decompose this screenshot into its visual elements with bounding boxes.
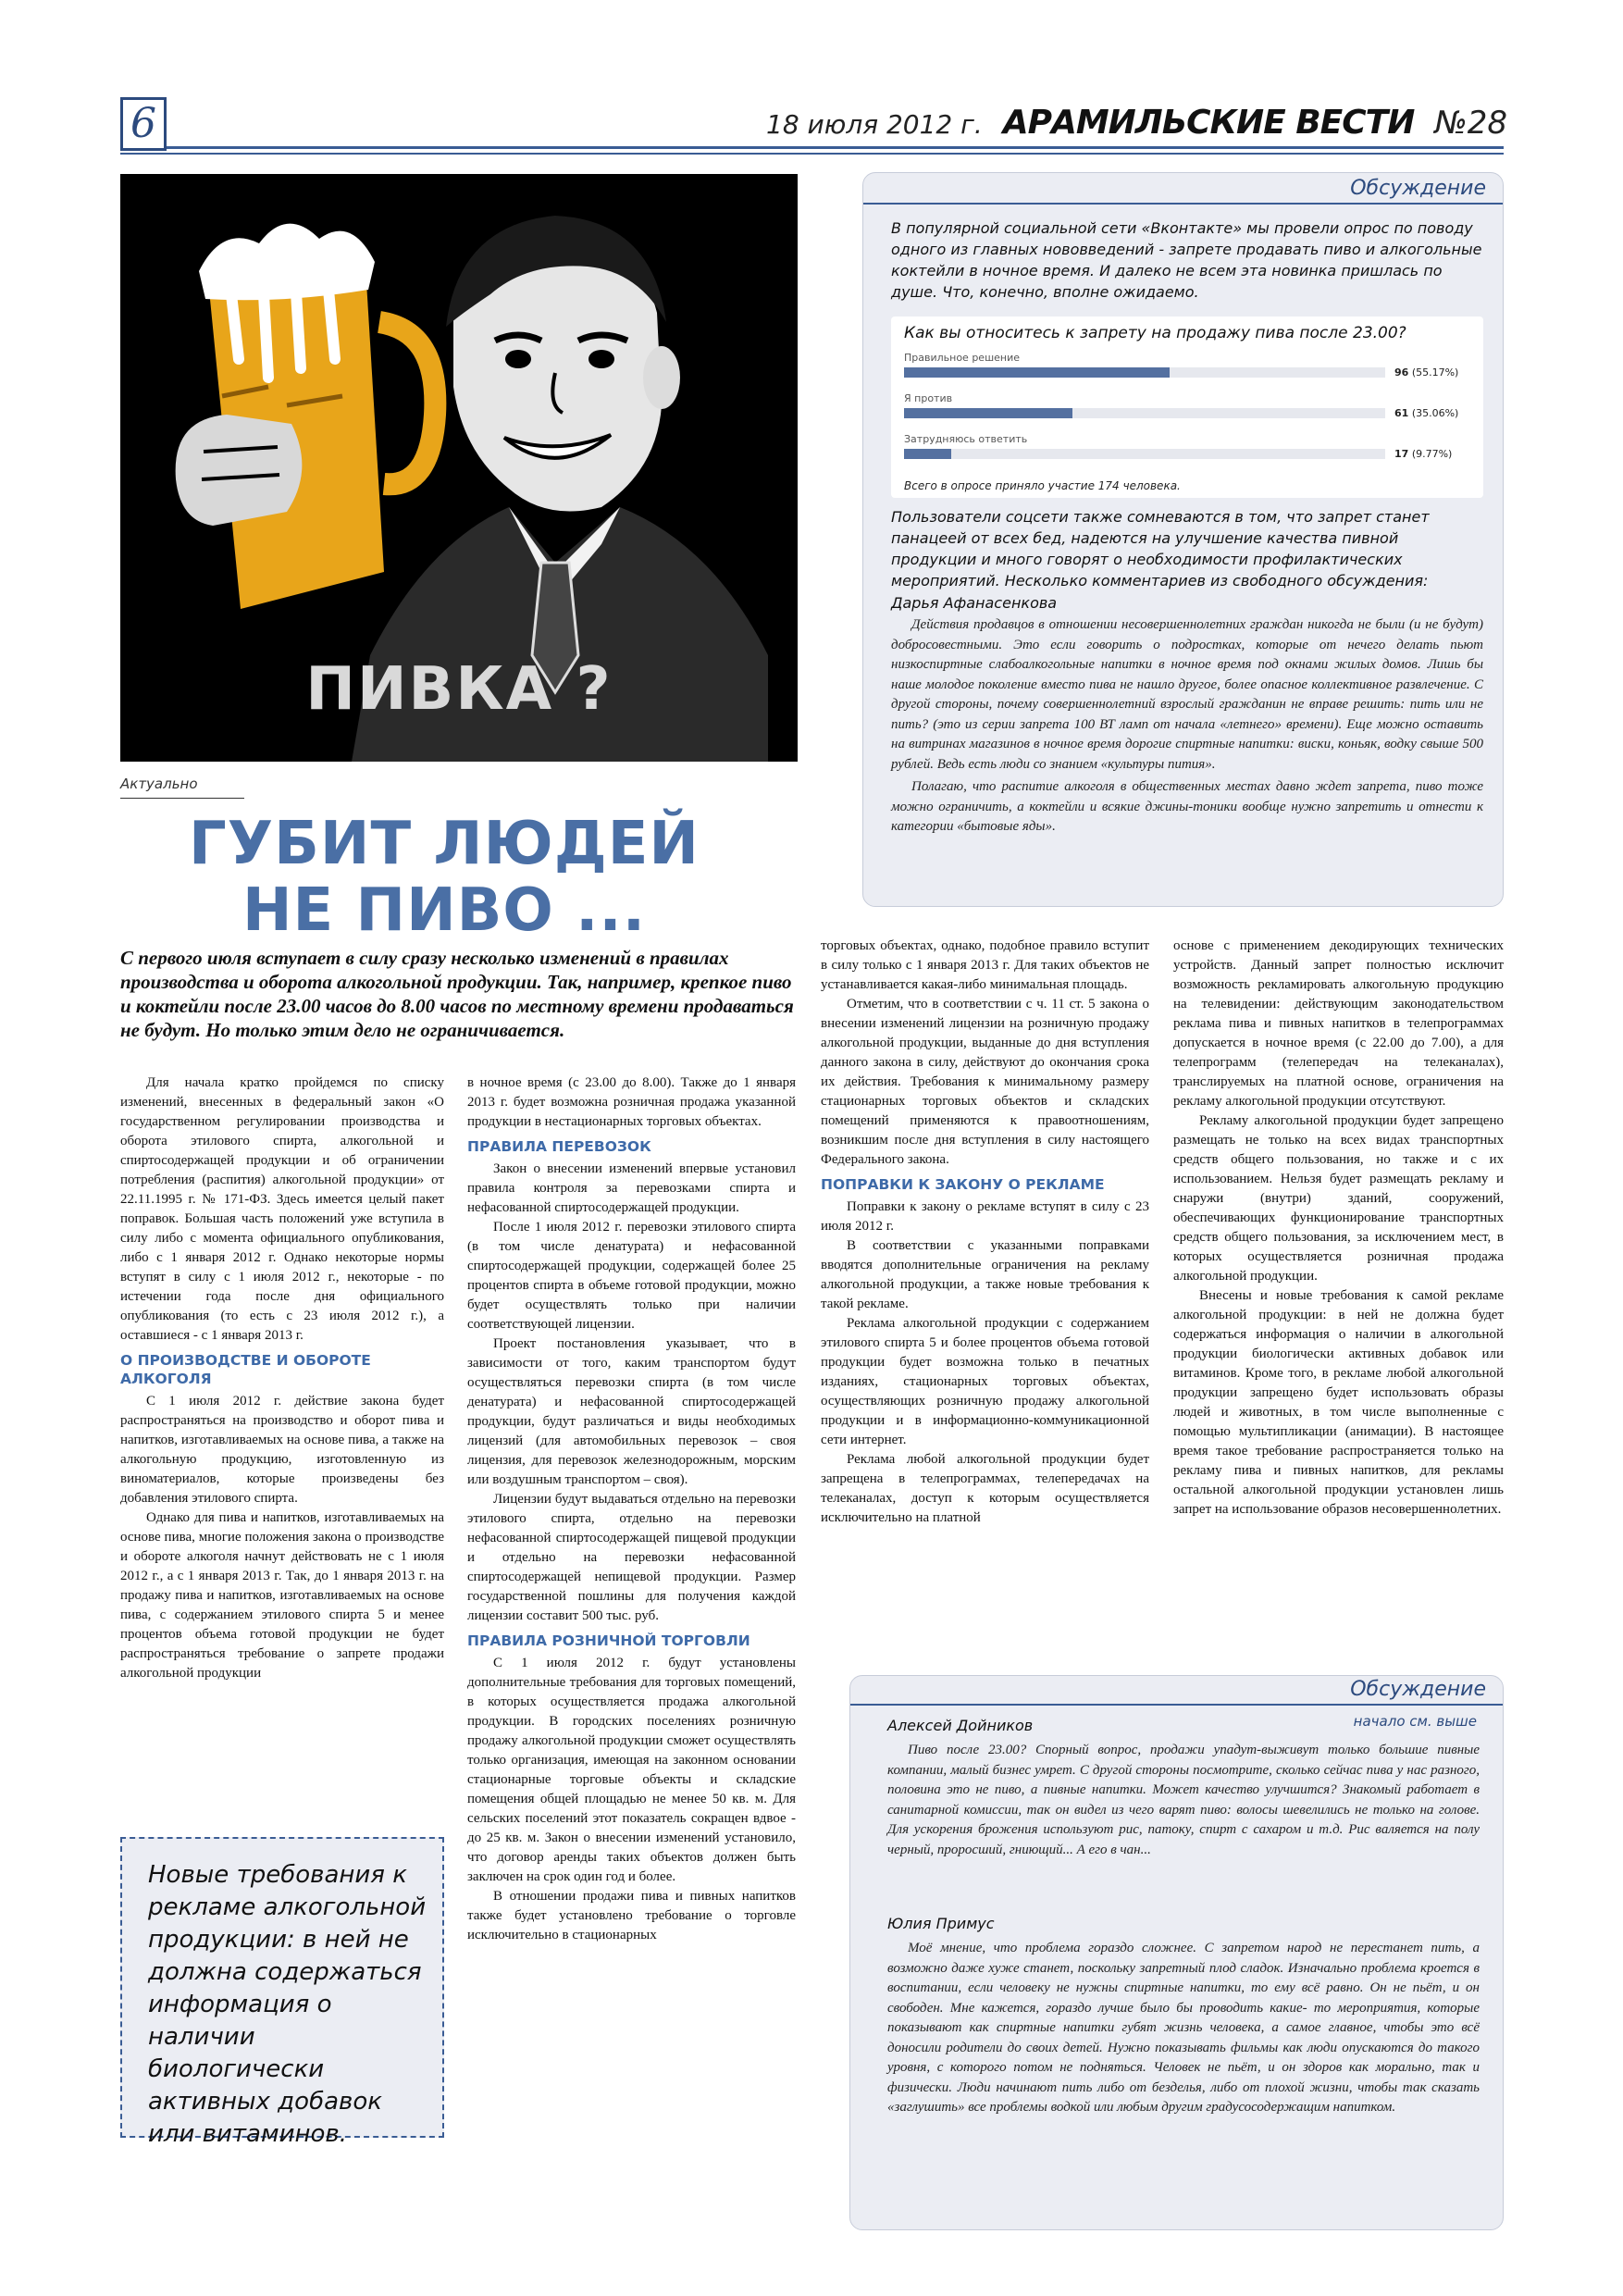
continued-note: начало см. выше xyxy=(1353,1713,1477,1730)
article-lead: С первого июля вступает в силу сразу несколько изменений в правилах производства и оборота алкогольной продукции. Так, например, крепкое пиво и коктейли после 23.00 часов до 8.00 часов по местному времени продаваться не будут. Но только этим дело не ограничивается. xyxy=(120,947,794,1041)
headline-line: ГУБИТ ЛЮДЕЙ xyxy=(189,810,700,878)
comment-paragraph: Полагаю, что распитие алкоголя в общественных местах давно ждет запрета, пиво тоже можно ограничить, а коктейли и всякие джины-тоники вообще нужно запретить и отнести к категории «бытовые яды». xyxy=(891,779,1483,834)
header-rule-thin xyxy=(120,153,1504,155)
poll-percent: (35.06%) xyxy=(1411,407,1459,419)
poll-count: 17 xyxy=(1394,448,1409,460)
headline-line: НЕ ПИВО ... xyxy=(242,876,647,945)
poll-bar-track xyxy=(904,449,1385,459)
comment-text xyxy=(887,1741,1480,1860)
paragraph: Внесены и новые требования к самой рекламе алкогольной продукции: в ней не должна будет содержаться информация о наличии в алкогольной продукции биологически активных добавок или витаминов. Кроме того, в рекламе любой алкогольной продукции запрещено будет использовать образы людей и животных, в том числе выполненные с помощью мультипликации (анимации). В настоящее время такое требование распространяется только на рекламу пива и пивных напитков, для рекламы остальной алкогольной продукции установлен лишь запрет на использование образов несовершеннолетних. xyxy=(1173,1288,1504,1517)
comment-author: Алексей Дойников xyxy=(887,1717,1034,1734)
paragraph: Поправки к закону о рекламе вступят в силу с 23 июля 2012 г. xyxy=(821,1199,1149,1234)
article-column-1 xyxy=(120,1074,444,1683)
pull-quote-box xyxy=(120,1837,444,2148)
comment-author: Юлия Примус xyxy=(887,1915,995,1932)
poll-widget xyxy=(891,316,1483,498)
discussion-rule xyxy=(850,1704,1503,1706)
article-headline xyxy=(148,811,740,944)
poll-bar xyxy=(904,408,1072,418)
poll-result xyxy=(1394,366,1458,379)
discussion-summary: Пользователи соцсети также сомневаются в том, что запрет станет панацеей от всех бед, надеются на улучшение качества пивной продукции и много говорят о необходимости профилактических мероприятий. Несколько комментариев из свободного обсуждения: xyxy=(891,508,1430,590)
article-photo xyxy=(120,174,798,762)
poll-bar xyxy=(904,449,951,459)
comment-paragraph: Действия продавцов в отношении несовершеннолетних граждан никогда не были (и не будут) добросовестными. Это если говорить о подростках, которые от нечего делать пьют низкоспиртные слабоалкогольные напитки в ночное время под окнами жилых домов. Лишь бы наше молодое поколение вместо пива не нашло другое, более опасное коллективное развлечение. С другой стороны, почему совершеннолетний взрослый гражданин не вправе решить: пить или не пить? (это из серии запрета 100 ВТ ламп от начала «летнего» времени). Еще можно оставить на витринах магазинов в ночное время дорогие спиртные напитки: виски, коньяк, водку свыше 500 рублей. Ведь есть люди со знанием «культуры пития». xyxy=(891,617,1483,772)
rubric-label: Актуально xyxy=(120,776,198,792)
paragraph: С 1 июля 2012 г. будут установлены дополнительные требования для торговых помещений, в которых осуществляется продажа алкогольной продукции. В городских поселениях розничную продажу алкогольной продукции сможет осуществлять только организация, имеющая на законном основании стационарные торговые объекты и складские помещения общей площадью не менее 50 кв. м. Для сельских поселений этот показатель сокращен вдвое - до 25 кв. м. Закон о внесении изменений установило, что договор аренды таких объектов должен быть заключен на срок один год и более. xyxy=(467,1656,796,1884)
poll-bar-track xyxy=(904,408,1385,418)
photo-caption: ПИВКА ? xyxy=(305,655,613,724)
paragraph: Рекламу алкогольной продукции будет запрещено размещать не только на всех видах транспортных средств общего пользования, но также и с их использованием. Нельзя будет размещать рекламу и снаружи (внутри) зданий, сооружений, обеспечивающих функционирование транспортных средств общего пользования, за исключением мест, в которых осуществляется розничная продажа алкогольной продукции. xyxy=(1173,1113,1504,1284)
discussion-tag: Обсуждение xyxy=(1350,1678,1486,1701)
section-heading: ПОПРАВКИ К ЗАКОНУ О РЕКЛАМЕ xyxy=(821,1176,1105,1193)
comment-paragraph: Моё мнение, что проблема гораздо сложнее. С запретом народ не перестанет пить, а возможно даже хуже станет, поскольку запретный плод сладок. Изначально проблема кроется в воспитании, если человеку не нужны спиртные напитки, то ему всё равно. Он не пьёт, и он свободен. Мне кажется, гораздо лучше было бы проводить какие- то мероприятия, которые показывают как спиртные напитки губят жизнь человека, а самое главное, чтобы это всё доносили родители до своих детей. Нужно показывать фильмы как люди опускаются до такого уровня, с которого потом не подняться. Человек не пьёт, и он здоров как морально, так и физически. Люди начинают пить либо от безделья, либо от плохой жизни, чтобы так сказать «заглушить» все проблемы водкой или любым другим градусосодержащим напитком. xyxy=(887,1941,1480,2115)
paragraph: Отметим, что в соответствии с ч. 11 ст. 5 закона о внесении изменений лицензии на розничную продажу алкогольной продукции, выданные до дня вступления данного закона в силу, действуют до окончания срока их действия. Требования к минимальному размеру стационарных торговых объектов и складских помещений применяются к правоотношениям, возникшим после дня вступления в силу настоящего Федерального закона. xyxy=(821,997,1149,1167)
poll-result xyxy=(1394,407,1458,419)
paragraph: Закон о внесении изменений впервые установил правила контроля за перевозками спирта и нефасованной спиртосодержащей продукции. xyxy=(467,1161,796,1215)
comment-paragraph: Пиво после 23.00? Спорный вопрос, продажи упадут-выживут только большие пивные компании, малый бизнес умрет. С другой стороны посмотрите, сколько сейчас пива у нас разного, половина это не пиво, а пивные напитки. Может качество улучшится? Знакомый работает в санитарной комиссии, так он видел из чего варят пиво: волосы шевелились не только на голове. Для ускорения брожения используют рис, патоку, спирт с сахаром и т.д. Рис валяется на полу черный, проросший, гниющий... А его в чан... xyxy=(887,1743,1480,1857)
paragraph: После 1 июля 2012 г. перевозки этилового спирта (в том числе денатурата) и нефасованной спиртосодержащей продукции, содержащей более 25 процентов спирта в объеме готовой продукции, можно будет осуществлять только при наличии соответствующей лицензии. xyxy=(467,1220,796,1332)
pull-quote-text: Новые требования к рекламе алкогольной продукции: в ней не должна содержаться информация о наличии биологически активных добавок или витаминов. xyxy=(148,1861,427,2148)
comment-author: Дарья Афанасенкова xyxy=(891,594,1058,612)
article-column-3 xyxy=(821,937,1149,1528)
poll-bar xyxy=(904,367,1170,378)
masthead xyxy=(766,104,1507,144)
poll-bar-track xyxy=(904,367,1385,378)
section-heading: ПРАВИЛА ПЕРЕВОЗОК xyxy=(467,1138,651,1155)
paragraph: в ночное время (с 23.00 до 8.00). Также до 1 января 2013 г. будет возможна розничная продажа указанной продукции в нестационарных торговых объектах. xyxy=(467,1075,796,1129)
rubric-underline xyxy=(120,798,244,799)
poll-result xyxy=(1394,448,1452,460)
poll-option-label: Правильное решение xyxy=(904,352,1021,364)
poll-percent: (55.17%) xyxy=(1411,366,1459,379)
newspaper-title: АРАМИЛЬСКИЕ ВЕСТИ xyxy=(1002,104,1415,142)
comment-text xyxy=(887,1939,1480,2118)
article-column-2 xyxy=(467,1074,796,1945)
issue-date: 18 июля 2012 г. xyxy=(766,109,983,140)
paragraph: основе с применением декодирующих технических устройств. Данный запрет полностью исключит возможность рекламировать алкогольную продукцию на телевидении: действующим законодательством реклама пива и пивных напитков в телепрограммах допускается в ночное время (с 22.00 до 7.00), а для телепрограмм (телепередач на телеканалах), транслируемых на платной основе, ограничения на рекламу алкогольной продукции отсутствуют. xyxy=(1173,938,1504,1109)
discussion-box-continued xyxy=(849,1675,1504,2230)
paragraph: Проект постановления указывает, что в зависимости от того, каким транспортом будут осуществляться перевозки спирта (в том числе денатурата) и нефасованной спиртосодержащей продукции, будут различаться и виды необходимых лицензий (для автомобильных перевозок – своя лицензия, для перевозок железнодорожным, морским или воздушным транспортом – своя). xyxy=(467,1336,796,1487)
poll-percent: (9.77%) xyxy=(1411,448,1453,460)
paragraph: Для начала кратко пройдемся по списку изменений, внесенных в федеральный закон «О государственном регулировании производства и оборота этилового спирта, алкогольной и спиртосодержащей продукции и об ограничении потребления (распития) алкогольной продукции» от 22.11.1995 г. № 171-ФЗ. Здесь имеется целый пакет поправок. Большая часть положений уже вступила в силу либо с момента официального опубликования, либо с 1 января 2012 г. Однако некоторые нормы вступят в силу с 1 июля 2012 г., некоторые - по истечении года после дня официального опубликования (то есть с 23 июля 2012 г.), а оставшиеся - с 1 января 2013 г. xyxy=(120,1075,444,1343)
issue-number: №28 xyxy=(1434,105,1507,142)
discussion-box xyxy=(862,172,1504,907)
header-rule xyxy=(120,146,1504,149)
discussion-tag: Обсуждение xyxy=(1350,177,1486,200)
paragraph: В соответствии с указанными поправками вводятся дополнительные ограничения на рекламу алкогольной продукции, а также новые требования к такой рекламе. xyxy=(821,1238,1149,1311)
poll-option-label: Затрудняюсь ответить xyxy=(904,433,1028,445)
comment-text xyxy=(891,615,1483,840)
article-column-4 xyxy=(1173,937,1504,1520)
poll-count: 61 xyxy=(1394,407,1409,419)
paragraph: Реклама любой алкогольной продукции будет запрещена в телепрограммах, телепередачах на телеканалах, доступ к которым осуществляется исключительно на платной xyxy=(821,1452,1149,1525)
paragraph: Реклама алкогольной продукции с содержанием этилового спирта 5 и более процентов объема готовой продукции будет возможна только в печатных изданиях, стационарных торговых объектах, осуществляющих розничную продажу алкогольной продукции и в информационно-коммуникационной сети интернет. xyxy=(821,1316,1149,1447)
page-number: 6 xyxy=(120,97,167,151)
section-heading: О ПРОИЗВОДСТВЕ И ОБОРОТЕ АЛКОГОЛЯ xyxy=(120,1352,371,1387)
paragraph: Лицензии будут выдаваться отдельно на перевозки этилового спирта, отдельно на перевозки нефасованной спиртосодержащей пищевой продукции и отдельно на перевозки нефасованной спиртосодержащей непищевой продукции. Размер государственной пошлины для получения каждой лицензии составит 500 тыс. руб. xyxy=(467,1492,796,1623)
poll-question: Как вы относитесь к запрету на продажу пива после 23.00? xyxy=(904,324,1406,342)
section-heading: ПРАВИЛА РОЗНИЧНОЙ ТОРГОВЛИ xyxy=(467,1632,750,1649)
paragraph: Однако для пива и напитков, изготавливаемых на основе пива, многие положения закона о производстве и обороте алкоголя начнут действовать не с 1 июля 2012 г., а с 1 января 2013 г. Так, до 1 января 2013 г. на продажу пива и напитков, изготавливаемых на основе пива, с содержанием этилового спирта 5 и менее процентов объема готовой продукции не будет распространяться требование о запрете продажи алкогольной продукции xyxy=(120,1510,444,1681)
poll-option-label: Я против xyxy=(904,392,953,404)
paragraph: В отношении продажи пива и пивных напитков также будет установлено требование о торговле исключительно в стационарных xyxy=(467,1889,796,1942)
poll-total: Всего в опросе приняло участие 174 человека. xyxy=(904,479,1181,492)
discussion-rule xyxy=(863,203,1503,205)
poll-count: 96 xyxy=(1394,366,1409,379)
paragraph: С 1 июля 2012 г. действие закона будет распространяться на производство и оборот пива и напитков, изготавливаемых на основе пива, а также на алкогольную продукцию, изготовленную из виноматериалов, которые произведены без добавления этилового спирта. xyxy=(120,1394,444,1506)
discussion-intro: В популярной социальной сети «Вконтакте» мы провели опрос по поводу одного из главных нововведений - запрете продавать пиво и алкогольные коктейли в ночное время. И далеко не всем эта новинка пришлась по душе. Что, конечно, вполне ожидаемо. xyxy=(891,219,1482,301)
paragraph: торговых объектах, однако, подобное правило вступит в силу только с 1 января 2013 г. Для таких объектов не устанавливается какая-либо минимальная площадь. xyxy=(821,938,1149,992)
